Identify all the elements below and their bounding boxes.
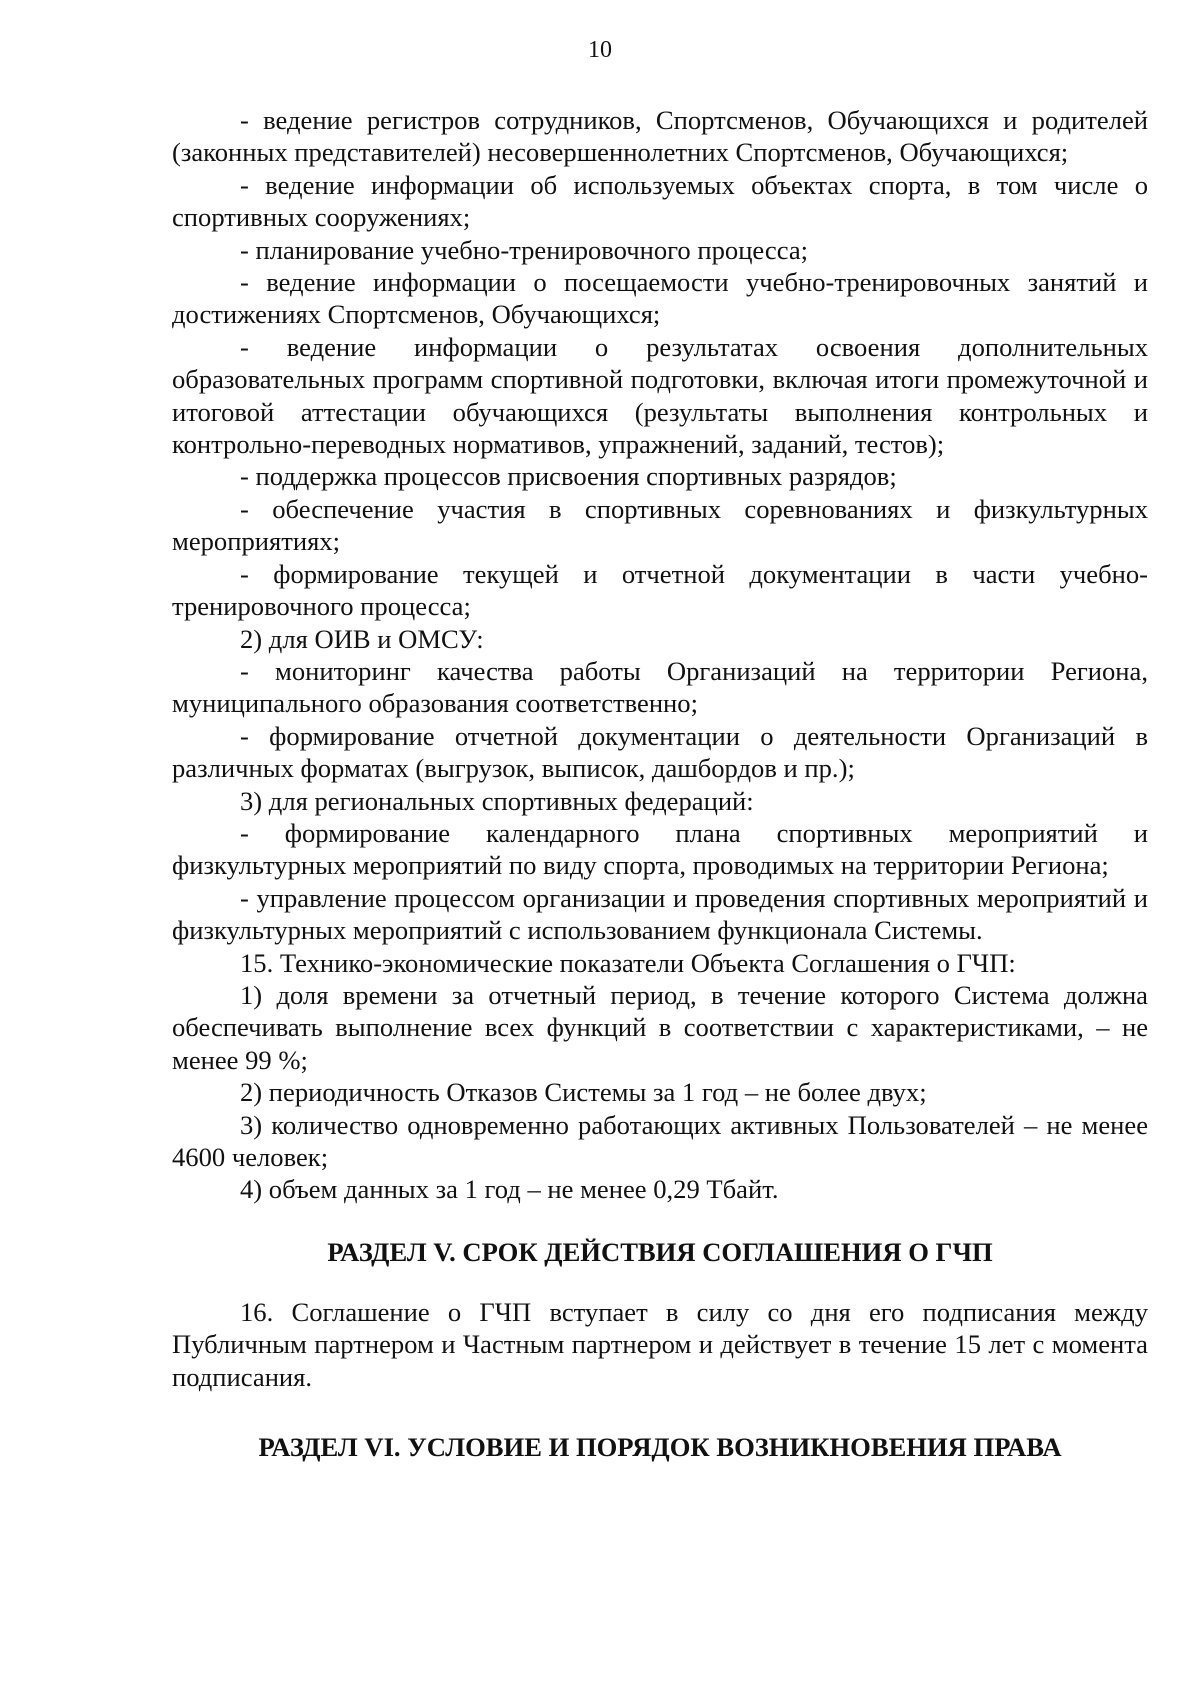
list-item-program-results: - ведение информации о результатах освоения дополнительных образовательных программ спортивной подготовки, включая итоги промежуточной и итоговой аттестации обучающихся (результаты выполнения контрольных и контрольно-переводных нормативов, упражнений, заданий, тестов); (172, 331, 1148, 460)
list-item-planning: - планирование учебно-тренировочного процесса; (240, 234, 809, 265)
clause-15-item-2: 2) периодичность Отказов Системы за 1 год – не более двух; (240, 1077, 927, 1108)
clause-15-item-1: 1) доля времени за отчетный период, в течение которого Система должна обеспечивать выполнение всех функций в соответствии с характеристиками, – не менее 99 %; (172, 979, 1148, 1075)
page-number: 10 (588, 37, 612, 63)
section-5-heading: РАЗДЕЛ V. СРОК ДЕЙСТВИЯ СОГЛАШЕНИЯ О ГЧП (327, 1236, 993, 1267)
page-content (172, 104, 1148, 1463)
list-item-documentation: - формирование текущей и отчетной документации в части учебно-тренировочного процесса; (172, 558, 1148, 622)
list-item-competitions: - обеспечение участия в спортивных соревнованиях и физкультурных мероприятиях; (172, 493, 1148, 557)
list-item-registers: - ведение регистров сотрудников, Спортсменов, Обучающихся и родителей (законных представителей) несовершеннолетних Спортсменов, Обучающихся; (172, 105, 1148, 168)
clause-15-item-4: 4) объем данных за 1 год – не менее 0,29 Тбайт. (240, 1174, 779, 1205)
clause-16: 16. Соглашение о ГЧП вступает в силу со дня его подписания между Публичным партнером и Частным партнером и действует в течение 15 лет с момента подписания. (172, 1296, 1148, 1392)
subsection-federations: 3) для региональных спортивных федераций: (240, 785, 754, 816)
list-item-attendance: - ведение информации о посещаемости учебно-тренировочных занятий и достижениях Спортсменов, Обучающихся; (172, 267, 1148, 330)
clause-15-item-3: 3) количество одновременно работающих активных Пользователей – не менее 4600 человек; (172, 1109, 1148, 1172)
list-item-reporting: - формирование отчетной документации о деятельности Организаций в различных форматах (выгрузок, выписок, дашбордов и пр.); (172, 720, 1148, 784)
list-item-sport-ranks: - поддержка процессов присвоения спортивных разрядов; (240, 461, 897, 492)
list-item-calendar-plan: - формирование календарного плана спортивных мероприятий и физкультурных мероприятий по виду спорта, проводимых на территории Региона; (172, 817, 1148, 881)
list-item-monitoring: - мониторинг качества работы Организаций на территории Региона, муниципального образования соответственно; (172, 655, 1148, 719)
list-item-sport-facilities: - ведение информации об используемых объектах спорта, в том числе о спортивных сооружениях; (172, 169, 1148, 233)
list-item-event-management: - управление процессом организации и проведения спортивных мероприятий и физкультурных мероприятий с использованием функционала Системы. (172, 882, 1148, 946)
section-6-heading: РАЗДЕЛ VI. УСЛОВИЕ И ПОРЯДОК ВОЗНИКНОВЕНИЯ ПРАВА (258, 1432, 1062, 1463)
clause-15-heading: 15. Технико-экономические показатели Объекта Соглашения о ГЧП: (240, 947, 1016, 978)
subsection-oiv-omsu: 2) для ОИВ и ОМСУ: (240, 623, 484, 654)
